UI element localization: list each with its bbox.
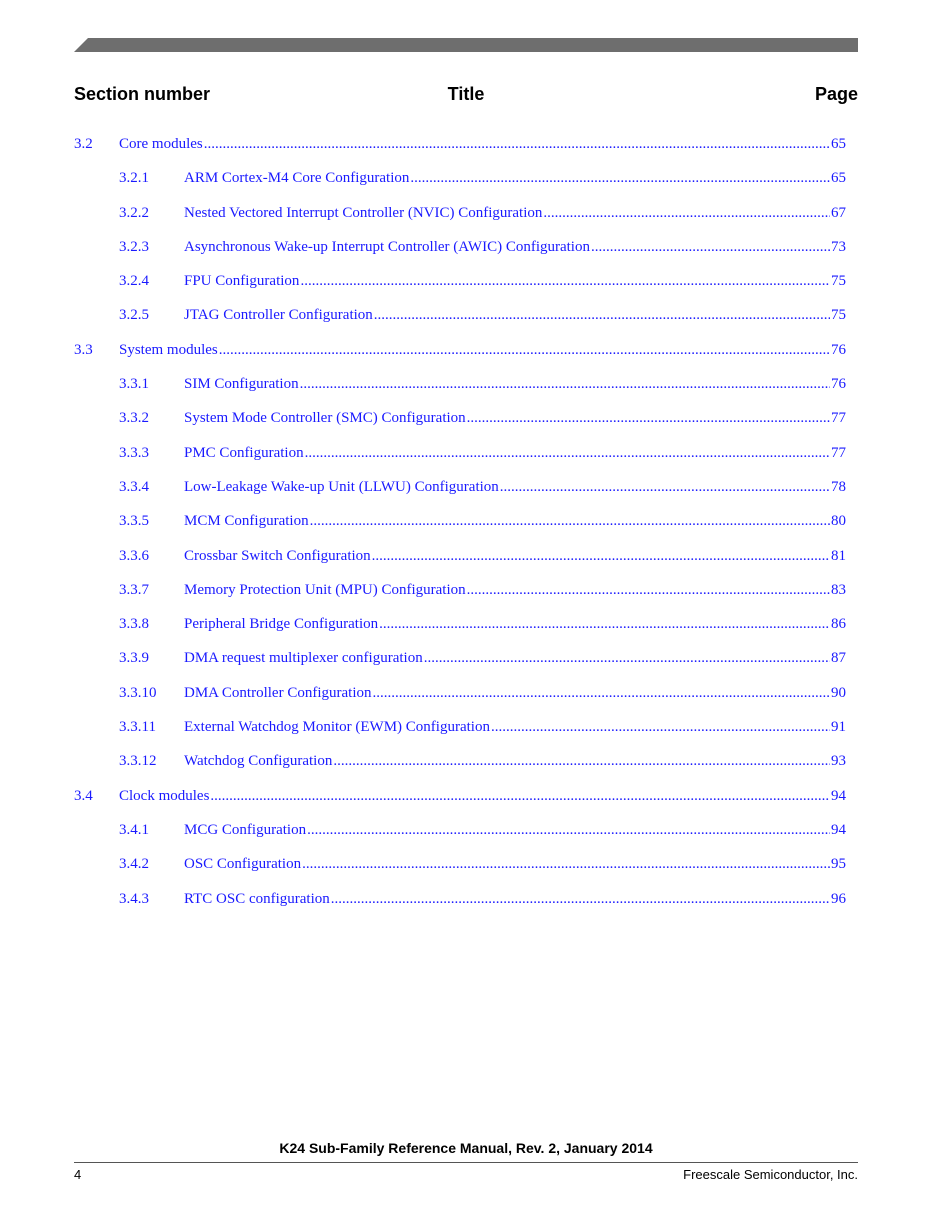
- toc-section-number[interactable]: 3.2.5: [119, 307, 149, 324]
- toc-section-number[interactable]: 3.3.2: [119, 410, 149, 427]
- toc-entry-title[interactable]: Core modules: [119, 136, 203, 152]
- toc-section-number[interactable]: 3.2.2: [119, 204, 149, 221]
- toc-leader-dots: [591, 239, 830, 256]
- toc-entry-line[interactable]: [184, 891, 846, 908]
- toc-page-number[interactable]: 77: [831, 444, 846, 461]
- toc-entry[interactable]: [74, 437, 846, 471]
- toc-leader-dots: [500, 479, 830, 496]
- toc-leader-dots: [372, 548, 830, 565]
- toc-section-number[interactable]: 3.3.3: [119, 444, 149, 461]
- toc-section-number[interactable]: 3.3.10: [119, 684, 157, 701]
- toc-entry-line[interactable]: [184, 239, 846, 256]
- toc-entry-line[interactable]: [184, 273, 846, 290]
- toc-entry[interactable]: [74, 505, 846, 539]
- toc-entry-title[interactable]: Watchdog Configuration: [184, 753, 333, 770]
- toc-section-number[interactable]: 3.3.11: [119, 719, 156, 736]
- toc-entry-line[interactable]: [119, 788, 846, 805]
- toc-page-number[interactable]: 96: [831, 890, 846, 907]
- toc-entry[interactable]: [74, 128, 846, 162]
- toc-leader-dots: [210, 788, 830, 805]
- toc-entry[interactable]: [74, 197, 846, 231]
- toc-page-number[interactable]: 87: [831, 650, 846, 667]
- toc-entry-title[interactable]: Clock modules: [119, 787, 210, 804]
- toc-entry-title[interactable]: Memory Protection Unit (MPU) Configuration: [184, 581, 466, 598]
- toc-section-number[interactable]: 3.4: [74, 787, 93, 804]
- toc-page-number[interactable]: 75: [831, 273, 846, 290]
- toc-page-number[interactable]: 93: [831, 753, 846, 770]
- toc-entry-title[interactable]: MCG Configuration: [184, 821, 307, 838]
- toc-entry-title[interactable]: Crossbar Switch Configuration: [184, 547, 371, 564]
- toc-section-number[interactable]: 3.4.2: [119, 856, 149, 873]
- toc-entry[interactable]: [74, 848, 846, 882]
- toc-page-number[interactable]: 75: [831, 307, 846, 324]
- toc-leader-dots: [331, 891, 830, 908]
- toc-entry-title[interactable]: DMA Controller Configuration: [184, 684, 372, 701]
- toc-entry[interactable]: [74, 711, 846, 745]
- toc-page-number[interactable]: 78: [831, 478, 846, 495]
- toc-page-number[interactable]: 67: [831, 204, 846, 221]
- toc-section-number[interactable]: 3.3.9: [119, 650, 149, 667]
- company-name: Freescale Semiconductor, Inc.: [683, 1167, 858, 1182]
- toc-entry-title[interactable]: Peripheral Bridge Configuration: [184, 616, 379, 633]
- toc-entry-line[interactable]: [184, 548, 846, 565]
- toc-entry-line[interactable]: [184, 479, 846, 496]
- toc-entry-line[interactable]: [184, 582, 846, 599]
- toc-page-number[interactable]: 65: [831, 170, 846, 187]
- toc-entry[interactable]: [74, 677, 846, 711]
- toc-leader-dots: [302, 856, 830, 873]
- toc-leader-dots: [374, 307, 830, 324]
- toc-entry-line[interactable]: [184, 205, 846, 222]
- toc-entry[interactable]: [74, 540, 846, 574]
- toc-section-number[interactable]: 3.4.1: [119, 821, 149, 838]
- toc-entry[interactable]: [74, 745, 846, 779]
- toc-entry-line[interactable]: [184, 856, 846, 873]
- toc-leader-dots: [305, 445, 830, 462]
- toc-entry[interactable]: [74, 265, 846, 299]
- toc-entry-title[interactable]: Asynchronous Wake-up Interrupt Controller (AWIC) Configuration: [184, 238, 590, 255]
- section-number-heading: Section number: [74, 84, 211, 104]
- toc-entry-line[interactable]: [184, 307, 846, 324]
- toc-section-number[interactable]: 3.3.4: [119, 478, 149, 495]
- toc-entry[interactable]: [74, 883, 846, 917]
- toc-section-number[interactable]: 3.3.6: [119, 547, 149, 564]
- toc-entry-title[interactable]: External Watchdog Monitor (EWM) Configuration: [184, 719, 490, 736]
- toc-page-number[interactable]: 81: [831, 547, 846, 564]
- toc-entry-line[interactable]: [184, 685, 846, 702]
- toc-entry-title[interactable]: SIM Configuration: [184, 376, 299, 393]
- toc-section-number[interactable]: 3.3.1: [119, 376, 149, 393]
- toc-section-number[interactable]: 3.3.7: [119, 581, 149, 598]
- toc-page-number[interactable]: 83: [831, 581, 846, 598]
- toc-leader-dots: [410, 170, 830, 187]
- toc-entry[interactable]: [74, 402, 846, 436]
- toc-column-headers: [74, 84, 858, 108]
- toc-entry-line[interactable]: [184, 753, 846, 770]
- toc-entry[interactable]: [74, 574, 846, 608]
- toc-entry[interactable]: [74, 780, 846, 814]
- toc-page-number[interactable]: 94: [831, 787, 846, 804]
- toc-leader-dots: [307, 822, 830, 839]
- toc-entry[interactable]: [74, 162, 846, 196]
- toc-entry-line[interactable]: [119, 136, 846, 153]
- toc-leader-dots: [219, 342, 830, 359]
- toc-page-number[interactable]: 91: [831, 719, 846, 736]
- toc-entry[interactable]: [74, 471, 846, 505]
- toc-leader-dots: [373, 685, 831, 702]
- toc-entry-line[interactable]: [184, 513, 846, 530]
- toc-entry-title[interactable]: PMC Configuration: [184, 444, 304, 461]
- toc-page-number[interactable]: 65: [831, 136, 846, 152]
- toc-leader-dots: [204, 136, 830, 153]
- toc-entry-line[interactable]: [184, 616, 846, 633]
- toc-entry-title[interactable]: System modules: [119, 341, 218, 358]
- toc-entry[interactable]: [74, 231, 846, 265]
- toc-leader-dots: [379, 616, 830, 633]
- toc-entry-title[interactable]: Low-Leakage Wake-up Unit (LLWU) Configuration: [184, 478, 499, 495]
- toc-entry-title[interactable]: JTAG Controller Configuration: [184, 307, 373, 324]
- toc-leader-dots: [424, 650, 830, 667]
- toc-section-number[interactable]: 3.3: [74, 341, 93, 358]
- toc-entry-line[interactable]: [184, 719, 846, 736]
- toc-page-number[interactable]: 95: [831, 856, 846, 873]
- toc-section-number[interactable]: 3.3.8: [119, 616, 149, 633]
- toc-entry[interactable]: [74, 642, 846, 676]
- toc-entry-title[interactable]: MCM Configuration: [184, 513, 309, 530]
- toc-section-number[interactable]: 3.4.3: [119, 890, 149, 907]
- toc-entry[interactable]: [74, 368, 846, 402]
- toc-entry-line[interactable]: [184, 410, 846, 427]
- toc-entry-title[interactable]: RTC OSC configuration: [184, 890, 330, 907]
- toc-entry-title[interactable]: OSC Configuration: [184, 856, 302, 873]
- toc-page-number[interactable]: 86: [831, 616, 846, 633]
- toc-section-number[interactable]: 3.2.3: [119, 238, 149, 255]
- toc-entry-title[interactable]: ARM Cortex-M4 Core Configuration: [184, 170, 410, 187]
- page-number: 4: [74, 1167, 82, 1182]
- header-decoration-bar: [74, 38, 858, 52]
- toc-entry-title[interactable]: System Mode Controller (SMC) Configuration: [184, 410, 466, 427]
- toc-entry-line[interactable]: [184, 170, 846, 187]
- toc-entry-line[interactable]: [184, 822, 846, 839]
- page-heading: Page: [814, 84, 858, 104]
- toc-entry[interactable]: [74, 814, 846, 848]
- toc-page-number[interactable]: 90: [831, 684, 846, 701]
- toc-leader-dots: [300, 376, 830, 393]
- toc-entry[interactable]: [74, 608, 846, 642]
- toc-section-number[interactable]: 3.2.1: [119, 170, 149, 187]
- toc-page-number[interactable]: 76: [831, 341, 846, 358]
- toc-entry-title[interactable]: FPU Configuration: [184, 273, 300, 290]
- toc-entry-title[interactable]: DMA request multiplexer configuration: [184, 650, 423, 667]
- toc-entry[interactable]: [74, 299, 846, 333]
- toc-leader-dots: [333, 753, 830, 770]
- toc-entry-line[interactable]: [184, 376, 846, 393]
- manual-title: K24 Sub-Family Reference Manual, Rev. 2, January 2014: [279, 1140, 653, 1156]
- footer-divider: [74, 1162, 858, 1163]
- toc-section-number[interactable]: 3.3.12: [119, 753, 157, 770]
- toc-page-number[interactable]: 80: [831, 513, 846, 530]
- toc-page-number[interactable]: 76: [831, 376, 846, 393]
- title-heading: Title: [447, 84, 485, 104]
- toc-page-number[interactable]: 94: [831, 821, 846, 838]
- toc-page-number[interactable]: 77: [831, 410, 846, 427]
- toc-entry[interactable]: [74, 334, 846, 368]
- toc-entry-line[interactable]: [119, 342, 846, 359]
- table-of-contents: [74, 128, 846, 917]
- toc-entry-line[interactable]: [184, 650, 846, 667]
- toc-leader-dots: [310, 513, 830, 530]
- toc-section-number[interactable]: 3.3.5: [119, 513, 149, 530]
- toc-entry-line[interactable]: [184, 445, 846, 462]
- toc-leader-dots: [467, 582, 830, 599]
- toc-section-number[interactable]: 3.2: [74, 136, 93, 152]
- toc-leader-dots: [467, 410, 830, 427]
- toc-leader-dots: [300, 273, 830, 290]
- toc-entry-title[interactable]: Nested Vectored Interrupt Controller (NVIC) Configuration: [184, 204, 543, 221]
- toc-leader-dots: [491, 719, 830, 736]
- toc-section-number[interactable]: 3.2.4: [119, 273, 149, 290]
- toc-page-number[interactable]: 73: [831, 238, 846, 255]
- toc-leader-dots: [543, 205, 830, 222]
